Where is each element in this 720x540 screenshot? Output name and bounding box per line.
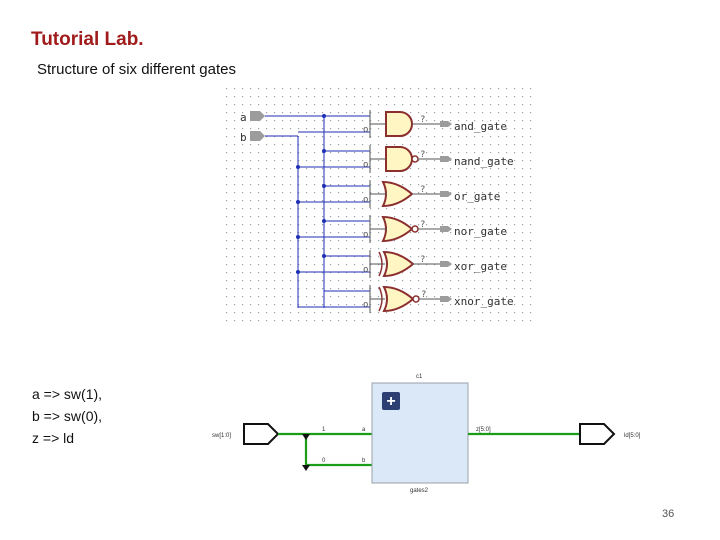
pin-out-label: ? [421, 290, 427, 300]
mapping-line-a: a => sw(1), [32, 386, 103, 402]
pin-in-label: o [363, 300, 369, 310]
input-label-a: a [240, 111, 247, 124]
page-number: 36 [662, 508, 675, 520]
output-label-and-gate: and_gate [454, 120, 507, 133]
module-name: gates2 [410, 488, 429, 494]
ld-output-port[interactable] [580, 424, 641, 444]
mapping-line-b: b => sw(0), [32, 408, 103, 424]
pin-in-label: o [363, 125, 369, 135]
ld-port-label: ld[5:0] [624, 433, 641, 439]
pin-in-label: o [363, 195, 369, 205]
gate-schematic [226, 88, 538, 324]
pin-out-label: ? [420, 185, 426, 195]
bit1-label: 1 [322, 427, 326, 433]
output-label-nand-gate: nand_gate [454, 155, 514, 168]
pin-out-label: ? [420, 150, 426, 160]
instance-name: c1 [416, 374, 423, 380]
mapping-line-z: z => ld [32, 430, 75, 446]
sw-input-port[interactable] [212, 424, 278, 444]
pin-in-label: o [363, 160, 369, 170]
slide-subtitle: Structure of six different gates [37, 61, 236, 78]
pin-out-label: ? [420, 255, 426, 265]
pin-in-label: o [363, 265, 369, 275]
output-label-or-gate: or_gate [454, 190, 501, 203]
output-label-xor-gate: xor_gate [454, 260, 507, 273]
pin-b-label: b [362, 458, 366, 464]
pin-a-label: a [362, 427, 366, 433]
slide-title: Tutorial Lab. [31, 29, 144, 50]
pin-z-label: z[5:0] [476, 427, 491, 433]
output-label-xnor-gate: xnor_gate [454, 295, 514, 308]
pin-in-label: o [363, 230, 369, 240]
sw-port-label: sw[1:0] [212, 433, 232, 439]
block-diagram [212, 374, 641, 494]
expand-plus-glyph: + [386, 393, 396, 410]
bit0-label: 0 [322, 458, 326, 464]
pin-mapping [32, 383, 102, 449]
pin-out-label: ? [420, 115, 426, 125]
input-label-b: b [240, 131, 247, 144]
output-label-nor-gate: nor_gate [454, 225, 507, 238]
pin-out-label: ? [420, 220, 426, 230]
